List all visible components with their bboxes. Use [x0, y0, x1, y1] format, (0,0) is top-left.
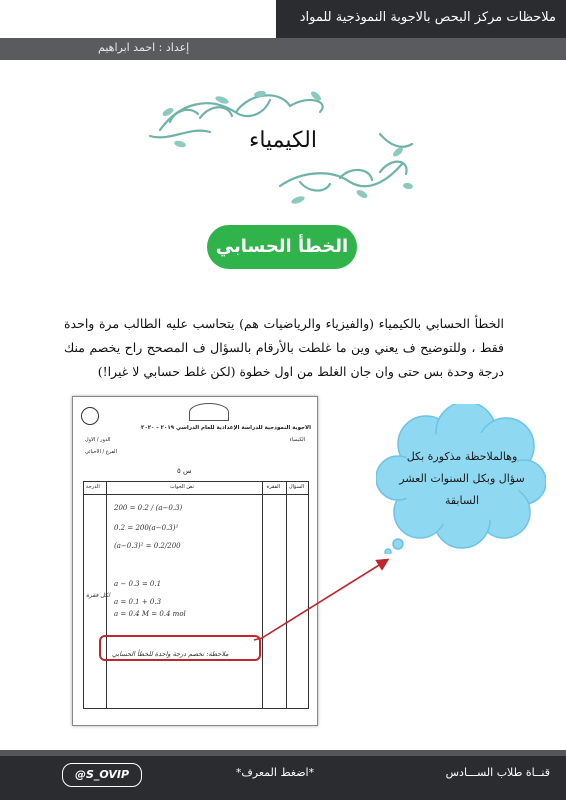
scan-question-number: س ٥: [177, 467, 192, 475]
section-label-badge: الخطأ الحسابي: [207, 225, 357, 269]
scan-heading: الأجوبة النموذجية للدراسة الإعدادية للعام الدراسي ٢٠١٩ - ٢٠٢٠: [141, 425, 311, 431]
exam-center-logo-icon: [189, 403, 229, 421]
scan-header-paragraph: الفقرة: [266, 484, 280, 490]
footer-channel-name: قنــاة طلاب الســـادس: [445, 766, 550, 779]
scan-subject: الكيمياء: [289, 437, 305, 443]
scan-line-3: (a−0.3)² = 0.2/200: [114, 542, 181, 550]
scan-line-2: 0.2 = 200(a−0.3)²: [114, 524, 179, 532]
scan-round: الدور / الاول: [85, 437, 111, 443]
scan-line-7: ملاحظة: تخصم درجة واحدة للخطأ الحسابي: [112, 650, 229, 658]
scan-line-6: a = 0.4 M = 0.4 mol: [114, 610, 186, 618]
ministry-emblem-icon: [81, 407, 99, 425]
header-gray-band: [0, 38, 566, 60]
header-author: إعداد : احمد ابراهيم: [98, 41, 190, 54]
scan-line-4: a − 0.3 = 0.1: [114, 580, 162, 588]
footer-strip: [0, 750, 566, 756]
channel-handle-link[interactable]: @S_OVIP: [62, 763, 142, 787]
scan-header-marks: الدرجة: [86, 484, 100, 490]
highlight-box: [99, 635, 261, 661]
scan-answer-table: [83, 481, 309, 709]
scan-side-note: لكل فقرة: [86, 592, 110, 599]
header-title: ملاحظات مركز البحص بالاجوبة النموذجية للمواد: [299, 10, 556, 25]
page-header: [0, 0, 566, 68]
footer-tap-hint: *اضغط المعرف*: [235, 766, 315, 779]
cloud-callout-text: وهالملاحظة مذكورة بكل سؤال وبكل السنوات العشر السابقة: [399, 450, 525, 507]
scan-header-question: السؤال: [289, 484, 304, 490]
body-paragraph: الخطأ الحسابي بالكيمياء (والفيزياء والرياضيات هم) يتحاسب عليه الطالب مرة واحدة فقط ، وللتوضيح ف يعني وين ما غلطت بالأرقام بالسؤال ف المصحح راح يخصم منك درجة وحدة بس حتى وان جان الغلط من اول خطوة (لكن غلط حسابي لا غيرا!): [64, 316, 504, 379]
subject-title: الكيمياء: [248, 128, 317, 153]
scan-line-5: a = 0.1 + 0.3: [114, 598, 162, 606]
scan-line-1: 200 = 0.2 / (a−0.3): [114, 504, 183, 512]
scan-branch: الفرع / الاحيائي: [85, 449, 117, 455]
answer-sheet-scan: [72, 396, 318, 726]
scan-header-answer: نص الجواب: [170, 484, 194, 490]
